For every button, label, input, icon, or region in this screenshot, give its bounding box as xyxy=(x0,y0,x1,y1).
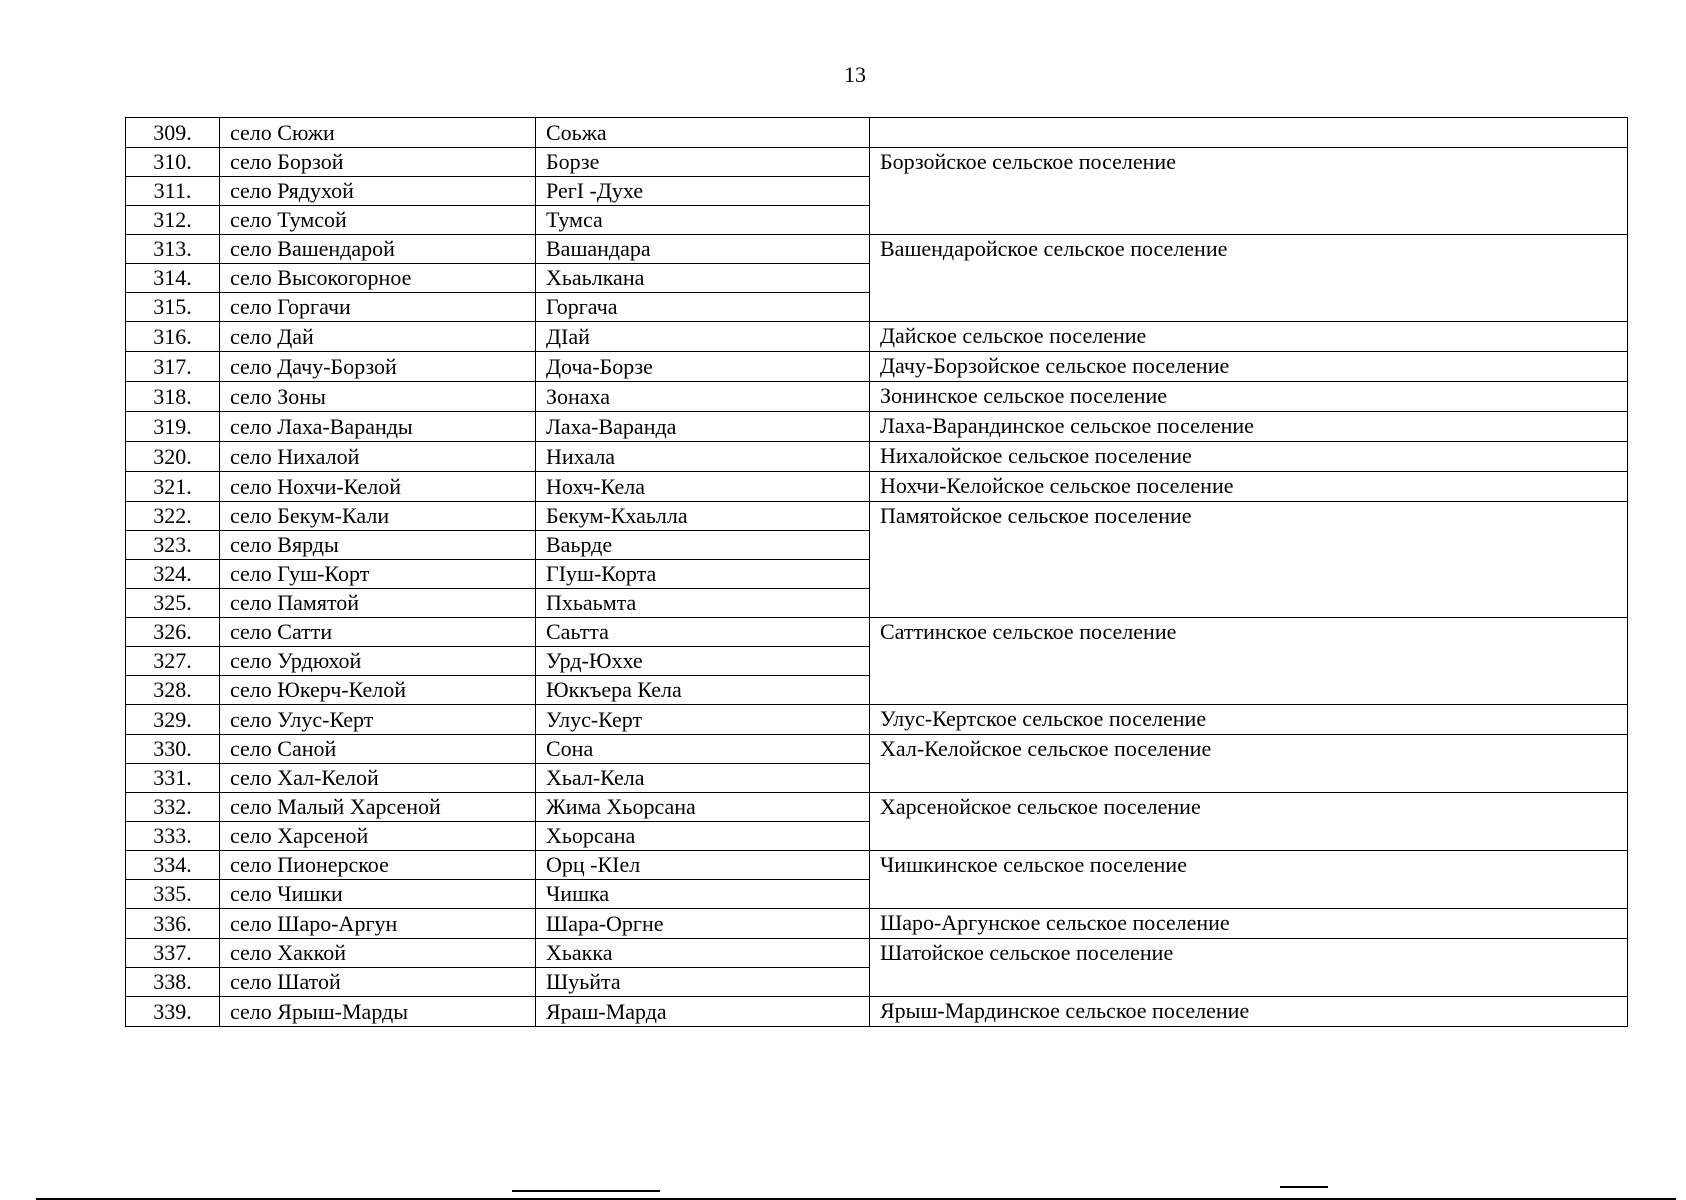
row-number: 310. xyxy=(126,148,220,177)
chechen-name: Лаха-Варанда xyxy=(536,412,870,442)
chechen-name: Хьал-Кела xyxy=(536,764,870,793)
settlement-name: Нихалойское сельское поселение xyxy=(870,442,1628,472)
row-number: 312. xyxy=(126,206,220,235)
table-row xyxy=(126,442,1628,472)
chechen-name: Хьакка xyxy=(536,939,870,968)
row-number: 319. xyxy=(126,412,220,442)
settlement-name: Саттинское сельское поселение xyxy=(870,618,1628,705)
table-row xyxy=(126,235,1628,264)
row-number: 331. xyxy=(126,764,220,793)
footer-rule-short-2 xyxy=(1280,1186,1328,1188)
chechen-name: ДIай xyxy=(536,322,870,352)
table-row xyxy=(126,705,1628,735)
row-number: 316. xyxy=(126,322,220,352)
village-name: село Горгачи xyxy=(220,293,536,322)
table-row xyxy=(126,939,1628,968)
village-name: село Зоны xyxy=(220,382,536,412)
village-name: село Улус-Керт xyxy=(220,705,536,735)
chechen-name: ГIуш-Корта xyxy=(536,560,870,589)
row-number: 328. xyxy=(126,676,220,705)
village-name: село Высокогорное xyxy=(220,264,536,293)
row-number: 329. xyxy=(126,705,220,735)
table-row xyxy=(126,412,1628,442)
village-name: село Саной xyxy=(220,735,536,764)
row-number: 336. xyxy=(126,909,220,939)
chechen-name: РегI -Духе xyxy=(536,177,870,206)
settlement-name: Чишкинское сельское поселение xyxy=(870,851,1628,909)
footer-rule-short-1 xyxy=(512,1190,660,1192)
chechen-name: Жима Хьорсана xyxy=(536,793,870,822)
chechen-name: Сона xyxy=(536,735,870,764)
row-number: 334. xyxy=(126,851,220,880)
chechen-name: Вашандара xyxy=(536,235,870,264)
table-row xyxy=(126,851,1628,880)
row-number: 311. xyxy=(126,177,220,206)
row-number: 326. xyxy=(126,618,220,647)
village-name: село Харсеной xyxy=(220,822,536,851)
table-row xyxy=(126,735,1628,764)
village-name: село Сатти xyxy=(220,618,536,647)
row-number: 322. xyxy=(126,502,220,531)
chechen-name: Борзе xyxy=(536,148,870,177)
chechen-name: Саьтта xyxy=(536,618,870,647)
settlement-name: Вашендаройское сельское поселение xyxy=(870,235,1628,322)
chechen-name: Горгача xyxy=(536,293,870,322)
chechen-name: Урд-Юххе xyxy=(536,647,870,676)
row-number: 338. xyxy=(126,968,220,997)
table-row xyxy=(126,997,1628,1027)
row-number: 313. xyxy=(126,235,220,264)
chechen-name: Ваьрде xyxy=(536,531,870,560)
chechen-name: Тумса xyxy=(536,206,870,235)
chechen-name: Шара-Оргне xyxy=(536,909,870,939)
row-number: 321. xyxy=(126,472,220,502)
village-name: село Борзой xyxy=(220,148,536,177)
settlements-table xyxy=(125,117,1628,1027)
settlement-name: Дайское сельское поселение xyxy=(870,322,1628,352)
table-row xyxy=(126,382,1628,412)
row-number: 330. xyxy=(126,735,220,764)
chechen-name: Нохч-Кела xyxy=(536,472,870,502)
village-name: село Пионерское xyxy=(220,851,536,880)
village-name: село Хал-Келой xyxy=(220,764,536,793)
village-name: село Памятой xyxy=(220,589,536,618)
row-number: 325. xyxy=(126,589,220,618)
village-name: село Гуш-Корт xyxy=(220,560,536,589)
table-row xyxy=(126,909,1628,939)
settlement-name: Улус-Кертское сельское поселение xyxy=(870,705,1628,735)
chechen-name: Яраш-Марда xyxy=(536,997,870,1027)
village-name: село Дай xyxy=(220,322,536,352)
village-name: село Рядухой xyxy=(220,177,536,206)
settlement-name: Шатойское сельское поселение xyxy=(870,939,1628,997)
row-number: 318. xyxy=(126,382,220,412)
chechen-name: Хьаьлкана xyxy=(536,264,870,293)
village-name: село Вашендарой xyxy=(220,235,536,264)
table-row xyxy=(126,793,1628,822)
chechen-name: Орц -КIел xyxy=(536,851,870,880)
row-number: 314. xyxy=(126,264,220,293)
settlement-name: Памятойское сельское поселение xyxy=(870,502,1628,618)
table-row xyxy=(126,148,1628,177)
chechen-name: Пхьаьмта xyxy=(536,589,870,618)
chechen-name: Зонаха xyxy=(536,382,870,412)
table-body xyxy=(126,118,1628,1027)
village-name: село Шаро-Аргун xyxy=(220,909,536,939)
village-name: село Хаккой xyxy=(220,939,536,968)
settlement-name: Харсенойское сельское поселение xyxy=(870,793,1628,851)
row-number: 317. xyxy=(126,352,220,382)
table-row xyxy=(126,618,1628,647)
row-number: 309. xyxy=(126,118,220,148)
village-name: село Вярды xyxy=(220,531,536,560)
chechen-name: Нихала xyxy=(536,442,870,472)
settlement-name xyxy=(870,118,1628,148)
chechen-name: Улус-Керт xyxy=(536,705,870,735)
settlement-name: Борзойское сельское поселение xyxy=(870,148,1628,235)
village-name: село Тумсой xyxy=(220,206,536,235)
village-name: село Юкерч-Келой xyxy=(220,676,536,705)
row-number: 327. xyxy=(126,647,220,676)
chechen-name: Чишка xyxy=(536,880,870,909)
table-row xyxy=(126,472,1628,502)
chechen-name: Бекум-Кхаьлла xyxy=(536,502,870,531)
table-row xyxy=(126,118,1628,148)
chechen-name: Соьжа xyxy=(536,118,870,148)
village-name: село Лаха-Варанды xyxy=(220,412,536,442)
village-name: село Шатой xyxy=(220,968,536,997)
village-name: село Малый Харсеной xyxy=(220,793,536,822)
village-name: село Ярыш-Марды xyxy=(220,997,536,1027)
chechen-name: Юккъера Кела xyxy=(536,676,870,705)
village-name: село Нихалой xyxy=(220,442,536,472)
table-row xyxy=(126,322,1628,352)
table-row xyxy=(126,502,1628,531)
row-number: 337. xyxy=(126,939,220,968)
settlement-name: Хал-Келойское сельское поселение xyxy=(870,735,1628,793)
row-number: 335. xyxy=(126,880,220,909)
village-name: село Урдюхой xyxy=(220,647,536,676)
settlement-name: Лаха-Варандинское сельское поселение xyxy=(870,412,1628,442)
settlement-name: Дачу-Борзойское сельское поселение xyxy=(870,352,1628,382)
settlement-name: Зонинское сельское поселение xyxy=(870,382,1628,412)
row-number: 324. xyxy=(126,560,220,589)
chechen-name: Доча-Борзе xyxy=(536,352,870,382)
settlement-name: Нохчи-Келойское сельское поселение xyxy=(870,472,1628,502)
row-number: 333. xyxy=(126,822,220,851)
row-number: 332. xyxy=(126,793,220,822)
village-name: село Сюжи xyxy=(220,118,536,148)
village-name: село Чишки xyxy=(220,880,536,909)
village-name: село Нохчи-Келой xyxy=(220,472,536,502)
row-number: 339. xyxy=(126,997,220,1027)
row-number: 320. xyxy=(126,442,220,472)
village-name: село Дачу-Борзой xyxy=(220,352,536,382)
table-row xyxy=(126,352,1628,382)
chechen-name: Шуьйта xyxy=(536,968,870,997)
row-number: 315. xyxy=(126,293,220,322)
chechen-name: Хьорсана xyxy=(536,822,870,851)
page-number: 13 xyxy=(844,62,866,87)
village-name: село Бекум-Кали xyxy=(220,502,536,531)
settlement-name: Ярыш-Мардинское сельское поселение xyxy=(870,997,1628,1027)
settlement-name: Шаро-Аргунское сельское поселение xyxy=(870,909,1628,939)
row-number: 323. xyxy=(126,531,220,560)
